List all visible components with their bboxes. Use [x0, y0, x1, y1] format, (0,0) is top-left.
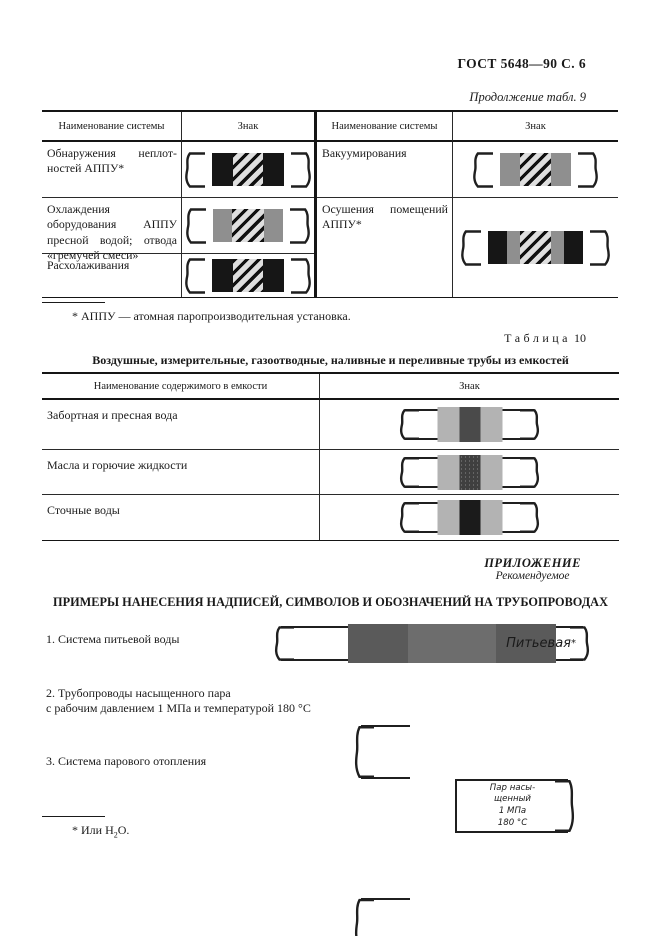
column-header: Знак [453, 112, 618, 142]
footnote-text: О. [117, 823, 130, 837]
pipe-break-edge-icon [182, 152, 205, 188]
column-header: Наименование системы [317, 112, 453, 142]
pipe-band-lightgray [437, 407, 459, 442]
content-name: Сточные воды [42, 495, 320, 540]
content-name: Масла и горючие жидкости [42, 450, 320, 495]
pipe-band-darkgray [459, 407, 480, 442]
pipe-band-speckle [459, 455, 480, 490]
system-name: Охлаждения оборудования АППУ пресной водой; отвода «гремучей смеси» [42, 198, 182, 254]
appendix-label: ПРИЛОЖЕНИЕ [484, 556, 581, 570]
pipe-band-black [212, 259, 233, 292]
pipe-break-edge-icon [182, 258, 205, 294]
pipe-break-edge-icon [470, 152, 493, 188]
pipe-bands [437, 455, 502, 490]
table-cell-sign [453, 198, 618, 297]
table-cell-sign [182, 142, 314, 198]
appendix-sublabel: Рекомендуемое [495, 570, 570, 583]
pipe-inscription-text: Питьевая [506, 636, 571, 651]
table-9 [42, 110, 618, 298]
pipe-sign [397, 457, 542, 488]
table10-label-word: Таблица [504, 331, 571, 345]
system-name: Осушения помещений АППУ* [317, 198, 453, 297]
table-cell-sign [320, 495, 619, 540]
table-cell-sign [182, 198, 314, 254]
pipe-break-edge-icon [397, 409, 419, 440]
footnote-subscript: 2 [113, 830, 118, 840]
pipe-band-lightgray [437, 500, 459, 535]
pipe-band-gray [264, 209, 283, 242]
pipe-band-black [488, 231, 507, 264]
table-cell-sign [320, 450, 619, 495]
pipe-band-gray [507, 231, 520, 264]
pipe-band-band_mid [408, 624, 496, 663]
pipe-sign [183, 208, 313, 244]
pipe-sign [182, 152, 314, 188]
pipe-break-edge-icon [578, 152, 601, 188]
column-header: Знак [320, 374, 619, 400]
appendix-item-1-text: 1. Система питьевой воды [46, 632, 180, 646]
pipe-sign [182, 258, 314, 294]
pipe-break-edge-icon [272, 626, 294, 661]
table-9-left-half [42, 112, 317, 297]
column-header: Знак [182, 112, 314, 142]
pipe-sign [397, 502, 542, 533]
doc-number-header: ГОСТ 5648—90 С. 6 [457, 56, 586, 71]
pipe-sign [470, 152, 601, 188]
appendix-footnote [72, 823, 129, 839]
pipe-break-edge-icon [458, 230, 481, 266]
pipe-bands [213, 209, 283, 242]
pipe-segment [352, 898, 410, 936]
inscription-line: 180 °С [497, 817, 528, 828]
pipe-segment [352, 725, 410, 779]
item-2-line-2: с рабочим давлением 1 МПа и температурой 180 °С [46, 701, 311, 715]
pipe-left-edge [455, 780, 457, 832]
pipe-break-edge-icon [520, 457, 542, 488]
pipe-band-gray [551, 231, 564, 264]
pipe-band-hatch [233, 259, 263, 292]
pipe-break-edge-icon [520, 502, 542, 533]
pipe-band-black [263, 153, 284, 186]
pipe-sign [458, 230, 613, 266]
pipe-band-deep [459, 500, 480, 535]
pipe-band-lightgray [480, 407, 502, 442]
pipe-band-black [212, 153, 233, 186]
steam-label-pipe [455, 779, 577, 833]
pipe-break-edge-icon [397, 457, 419, 488]
pipe-inscription [506, 626, 576, 661]
column-header: Наименование системы [42, 112, 182, 142]
appendix-label-block [484, 556, 581, 584]
table-continuation-note: Продолжение табл. 9 [469, 90, 586, 104]
appendix-item-2-text [46, 686, 376, 716]
table10-label-number: 10 [574, 331, 586, 345]
pipe-break-edge-icon [290, 208, 313, 244]
pipe-break-edge-icon [590, 230, 613, 266]
table-cell-sign [182, 254, 314, 297]
pipe-break-edge-icon [183, 208, 206, 244]
pipe-band-black [263, 259, 284, 292]
pipe-band-hatch [232, 209, 264, 242]
content-name: Забортная и пресная вода [42, 400, 320, 450]
pipe-band-black [564, 231, 583, 264]
pipe-bands [500, 153, 571, 186]
pipe-break-edge-icon [291, 152, 314, 188]
system-name: Обнаружения неплот-ностей АППУ* [42, 142, 182, 198]
pipe-band-lightgray [480, 455, 502, 490]
pipe-bands [437, 500, 502, 535]
pipe-band-hatch [233, 153, 263, 186]
pipe-band-gray [551, 153, 571, 186]
pipe-bands [437, 407, 502, 442]
pipe-break-edge-icon [397, 502, 419, 533]
pipe-band-band_dark [348, 624, 408, 663]
pipe-band-hatch [520, 231, 551, 264]
pipe-bands [488, 231, 583, 264]
pipe-band-gray [500, 153, 520, 186]
pipe-bands [212, 259, 284, 292]
pipe-band-gray [213, 209, 232, 242]
pipe-inscription-asterisk: * [571, 638, 576, 649]
pipe-sign [397, 409, 542, 440]
inscription-line: Пар насы- [489, 782, 536, 793]
drinking-water-pipe [272, 626, 592, 661]
appendix-item-3-text: 3. Система парового отопления [46, 754, 207, 768]
system-name: Расхолаживания [42, 254, 182, 297]
table-9-right-half [317, 112, 618, 297]
appendix-heading: ПРИМЕРЫ НАНЕСЕНИЯ НАДПИСЕЙ, СИМВОЛОВ И ОБОЗНАЧЕНИЙ НА ТРУБОПРОВОДАХ [53, 595, 608, 609]
table10-title: Воздушные, измерительные, газоотводные, наливные и переливные трубы из емкостей [92, 353, 569, 367]
pipe-bands [212, 153, 284, 186]
system-name: Вакуумирования [317, 142, 453, 198]
footnote-text: * Или Н [72, 823, 114, 837]
footnote-rule [42, 816, 105, 817]
footnote-rule [42, 302, 105, 303]
pipe-break-edge-icon [352, 898, 374, 936]
table10-label [504, 331, 586, 346]
inscription-line: 1 МПа [498, 806, 527, 816]
inscription-line: щенный [494, 794, 531, 805]
pipe-band-lightgray [437, 455, 459, 490]
pipe-break-edge-icon [352, 725, 374, 779]
pipe-band-lightgray [480, 500, 502, 535]
table-cell-sign [320, 400, 619, 450]
pipe-break-edge-icon [291, 258, 314, 294]
table-cell-sign [453, 142, 618, 198]
pipe-inscription [458, 782, 567, 830]
table-10 [42, 372, 619, 541]
column-header: Наименование содержимого в емкости [42, 374, 320, 400]
table9-footnote: * АППУ — атомная паропроизводительная установка. [72, 309, 351, 323]
pipe-band-hatch [520, 153, 551, 186]
item-2-line-1: 2. Трубопроводы насыщенного пара [46, 686, 231, 700]
pipe-break-edge-icon [520, 409, 542, 440]
